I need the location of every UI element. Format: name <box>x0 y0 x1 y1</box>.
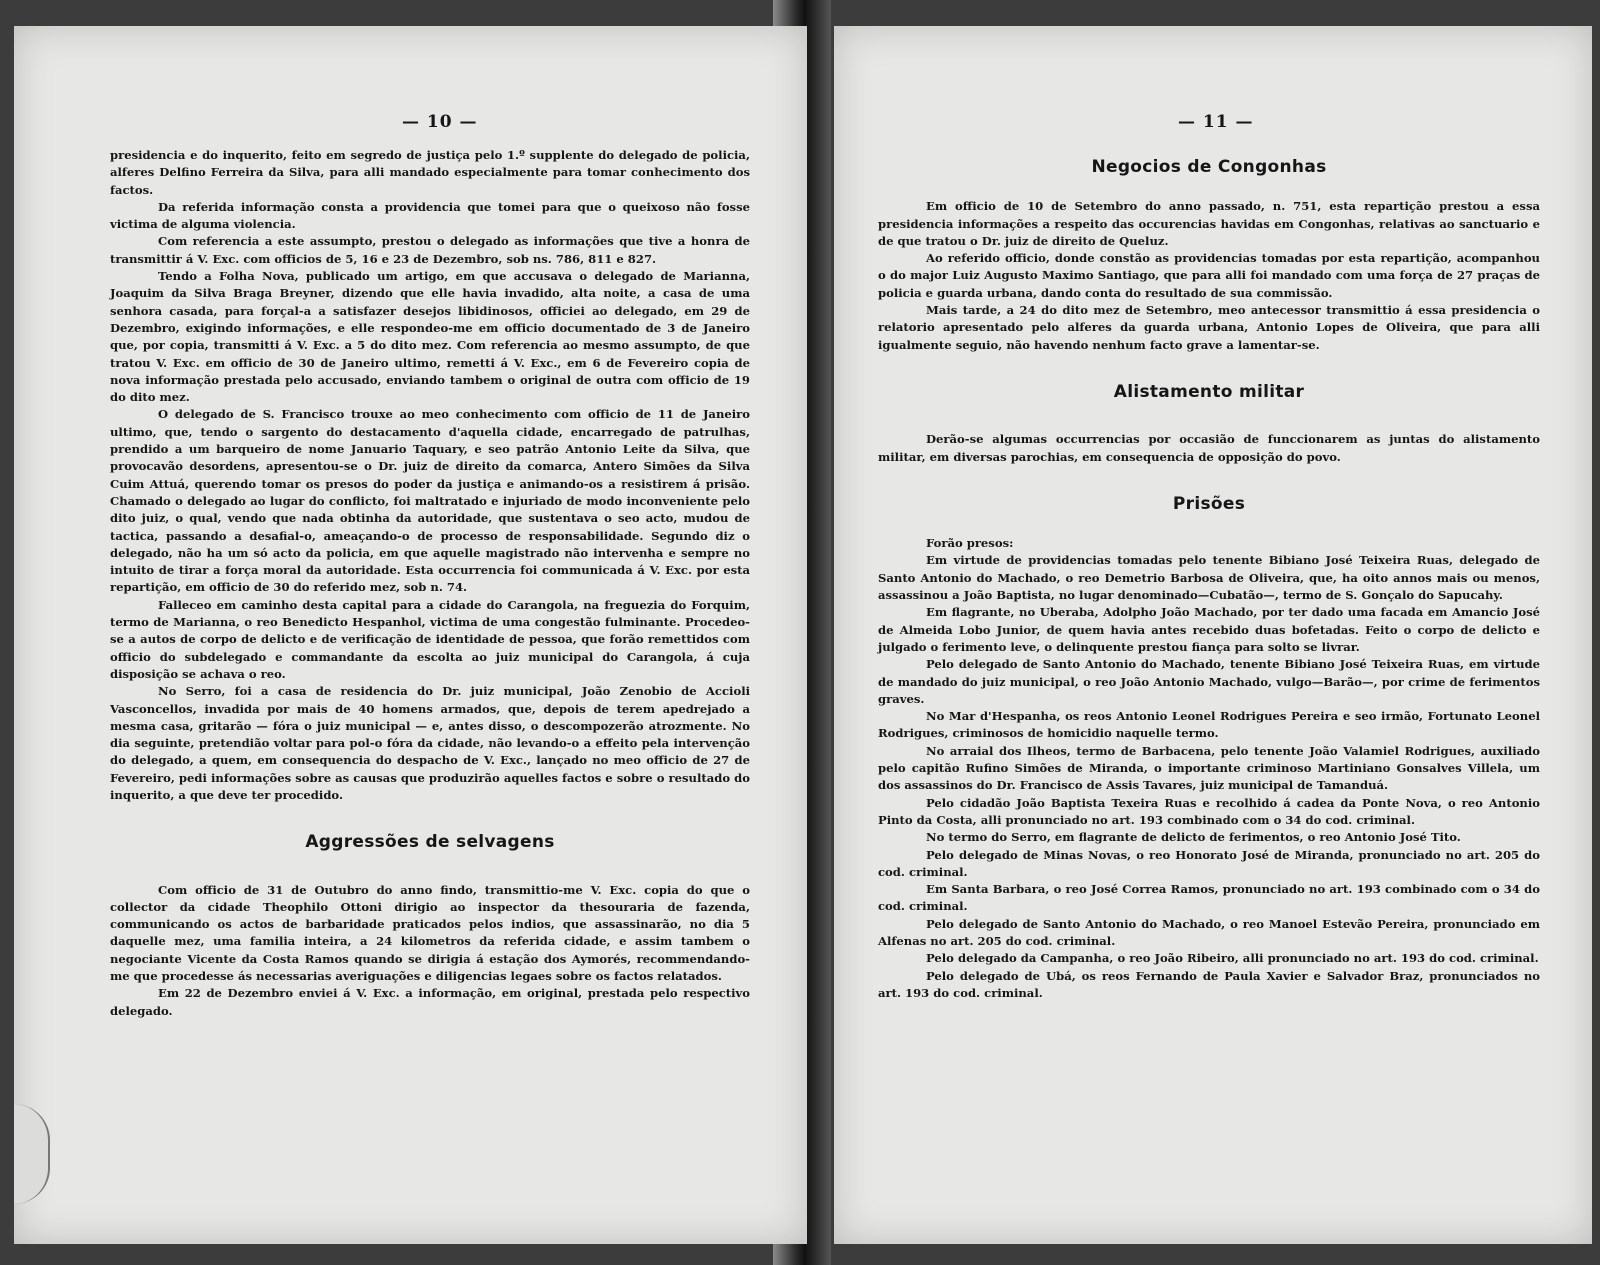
section-heading: Negocios de Congonhas <box>1091 157 1327 177</box>
paragraph: Em 22 de Dezembro enviei á V. Exc. a informação, em original, prestada pelo respectivo delegado. <box>110 986 750 1018</box>
paragraph: Em virtude de providencias tomadas pelo tenente Bibiano José Teixeira Ruas, delegado de Santo Antonio do Machado, o reo Demetrio Barbosa de Oliveira, que, ha oito annos mais ou menos, assassinou a João Baptista, no lugar denominado—Cubatão—, termo de S. Gonçalo do Sapucahy. <box>878 553 1540 603</box>
paragraph: O delegado de S. Francisco trouxe ao meo conhecimento com officio de 11 de Janeiro ultimo, que, tendo o sargento do destacamento d'aquella cidade, encarregado de patrulhas, prendido a um barqueiro de nome Januario Taquary, e seo patrão Antonio Leite da Silva, que provocavão desordens, apresentou-se o Dr. juiz de direito da comarca, Antero Simões da Silva Cuim Attuá, querendo tomar os presos do poder da justiça e animando-os a resistirem á prisão. Chamado o delegado ao lugar do conflicto, foi maltratado e injuriado de modo inconveniente pelo dito juiz, o qual, vendo que nada obtinha da autoridade, que sustentava o seo acto, mudou de tactica, passando a desafial-o, ameaçando-o de processo de responsabilidade. Segundo diz o delegado, não ha um só acto da policia, em que aquelle magistrado não intervenha e sempre no intuito de tirar a força moral da autoridade. Esta occurrencia foi communicada á V. Exc. por esta repartição, em officio de 30 do referido mez, sob n. 74. <box>110 407 750 595</box>
paragraph: Tendo a Folha Nova, publicado um artigo, em que accusava o delegado de Marianna, Joaquim da Silva Braga Breyner, dizendo que elle havia invadido, alta noite, a casa de uma senhora casada, para forçal-a a satisfazer desejos libidinosos, officiei ao delegado, em 29 de Dezembro, exigindo informações, e elle respondeo-me em officio documentado de 3 de Janeiro que, por copia, transmitti á V. Exc. a 5 do dito mez. Com referencia ao mesmo assumpto, de que tratou V. Exc. em officio de 30 de Janeiro ultimo, remetti á V. Exc., em 6 de Fevereiro copia de nova informação prestada pelo accusado, enviando tambem o original de outra com officio de 19 do dito mez. <box>110 269 750 405</box>
paragraph: Derão-se algumas occurrencias por occasião de funccionarem as juntas do alistamento militar, em diversas parochias, em consequencia de opposição do povo. <box>878 432 1540 464</box>
left-page-body <box>110 147 750 1020</box>
paragraph: No Mar d'Hespanha, os reos Antonio Leonel Rodrigues Pereira e seo irmão, Fortunato Leonel Rodrigues, criminosos de homicidio naquelle termo. <box>878 709 1540 741</box>
right-page <box>834 26 1592 1244</box>
paragraph: Forão presos: <box>926 536 1014 551</box>
section-heading: Alistamento militar <box>1113 381 1305 402</box>
paragraph: Da referida informação consta a providencia que tomei para que o queixoso não fosse victima de alguma violencia. <box>110 199 750 232</box>
left-page <box>14 26 807 1244</box>
paragraph: Pelo delegado de Minas Novas, o reo Honorato José de Miranda, pronunciado no art. 205 do cod. criminal. <box>878 847 1540 879</box>
paragraph: Em flagrante, no Uberaba, Adolpho João Machado, por ter dado uma facada em Amancio José de Almeida Lobo Junior, de quem havia antes recebido duas bofetadas. Feito o corpo de delicto e julgado o ferimento leve, o delinquente prestou fiança para solto se livrar. <box>878 605 1540 654</box>
paragraph: No Serro, foi a casa de residencia do Dr. juiz municipal, João Zenobio de Accioli Vasconcellos, invadida por mais de 40 homens armados, que, depois de terem apedrejado a mesma casa, gritarão — fóra o juiz municipal — e, antes disso, o descompozerão atrozmente. No dia seguinte, pretendião voltar para pol-o fóra da cidade, não levando-o a effeito pela intervenção do delegado, a quem, em consequencia do despacho de V. Exc., lançado no meo officio de 27 de Fevereiro, pedi informações sobre as causas que produzirão aquelles factos e sobre o resultado do inquerito, a que deve ter procedido. <box>110 684 750 802</box>
paragraph: Mais tarde, a 24 do dito mez de Setembro, meo antecessor transmittio á essa presidencia o relatorio apresentado pelo alferes da guarda urbana, Antonio Lopes de Oliveira, que para alli igualmente seguio, não havendo nenhum facto grave a lamentar-se. <box>878 303 1540 352</box>
paragraph: Falleceo em caminho desta capital para a cidade do Carangola, na freguezia do Forquim, termo de Marianna, o reo Benedicto Hespanhol, victima de uma congestão fulminante. Procedeo-se a autos de corpo de delicto e de verificação de identidade de pessoa, que forão remettidos com officio do subdelegado e commandante da escolta ao juiz municipal do Carangola, á cuja disposição se achava o reo. <box>110 597 750 681</box>
paragraph: Pelo delegado de Santo Antonio do Machado, tenente Bibiano José Teixeira Ruas, em virtude de mandado do juiz municipal, o reo João Antonio Machado, vulgo—Barão—, por crime de ferimentos graves. <box>878 657 1540 706</box>
paragraph: Ao referido officio, donde constão as providencias tomadas por esta repartição, acompanhou o do major Luiz Augusto Maximo Santiago, que para alli foi mandado com uma força de 27 praças de policia e guarda urbana, dando conta do resultado de sua commissão. <box>878 251 1540 300</box>
paragraph: Com officio de 31 de Outubro do anno findo, transmittio-me V. Exc. copia do que o collector da cidade Theophilo Ottoni dirigio ao inspector da thesouraria de fazenda, communicando os actos de barbaridade praticados pelos indios, que assassinarão, no dia 5 daquelle mez, uma familia inteira, a 24 kilometros da referida cidade, e assim tambem o negociante Vicente da Costa Ramos quando se dirigia á estação dos Aymorés, recommendando-me que procedesse ás necessarias averiguações e diligencias legaes sobre os factos relatados. <box>110 882 750 984</box>
paragraph: No termo do Serro, em flagrante de delicto de ferimentos, o reo Antonio José Tito. <box>926 830 1461 845</box>
paragraph: Em Santa Barbara, o reo José Correa Ramos, pronunciado no art. 193 combinado com o 34 do cod. criminal. <box>878 882 1540 914</box>
right-page-body <box>878 159 1540 1002</box>
paragraph: Pelo delegado da Campanha, o reo João Ribeiro, alli pronunciado no art. 193 do cod. criminal. <box>926 951 1539 966</box>
paragraph: No arraial dos Ilheos, termo de Barbacena, pelo tenente João Valamiel Rodrigues, auxiliado pelo capitão Rufino Simões de Miranda, o importante criminoso Martiniano Gonsalves Villela, um dos assassinos do Dr. Francisco de Assis Tavares, juiz municipal de Tamanduá. <box>878 743 1540 793</box>
page-curl <box>14 1104 50 1204</box>
paragraph: Pelo delegado de Ubá, os reos Fernando de Paula Xavier e Salvador Braz, pronunciados no art. 193 do cod. criminal. <box>878 968 1540 1000</box>
section-heading: Prisões <box>1172 493 1246 514</box>
paragraph: presidencia e do inquerito, feito em segredo de justiça pelo 1.º supplente do delegado de policia, alferes Delfino Ferreira da Silva, para alli mandado especialmente para tomar conhecimento dos factos. <box>110 148 750 197</box>
paragraph: Com referencia a este assumpto, prestou o delegado as informações que tive a honra de transmittir á V. Exc. com officios de 5, 16 e 23 de Dezembro, sob ns. 786, 811 e 827. <box>110 234 750 266</box>
section-heading: Aggressões de selvagens <box>305 832 555 853</box>
paragraph: Pelo delegado de Santo Antonio do Machado, o reo Manoel Estevão Pereira, pronunciado em Alfenas no art. 205 do cod. criminal. <box>878 916 1540 948</box>
paragraph: Em officio de 10 de Setembro do anno passado, n. 751, esta repartição prestou a essa presidencia informações a respeito das occurencias havidas em Congonhas, relativas ao sanctuario e de que tratou o Dr. juiz de direito de Queluz. <box>878 199 1540 248</box>
page-number: — 11 — <box>1178 112 1254 132</box>
page-number: — 10 — <box>402 112 478 132</box>
paragraph: Pelo cidadão João Baptista Texeira Ruas e recolhido á cadea da Ponte Nova, o reo Antonio Pinto da Costa, alli pronunciado no art. 193 combinado com o 34 do cod. criminal. <box>878 795 1540 827</box>
